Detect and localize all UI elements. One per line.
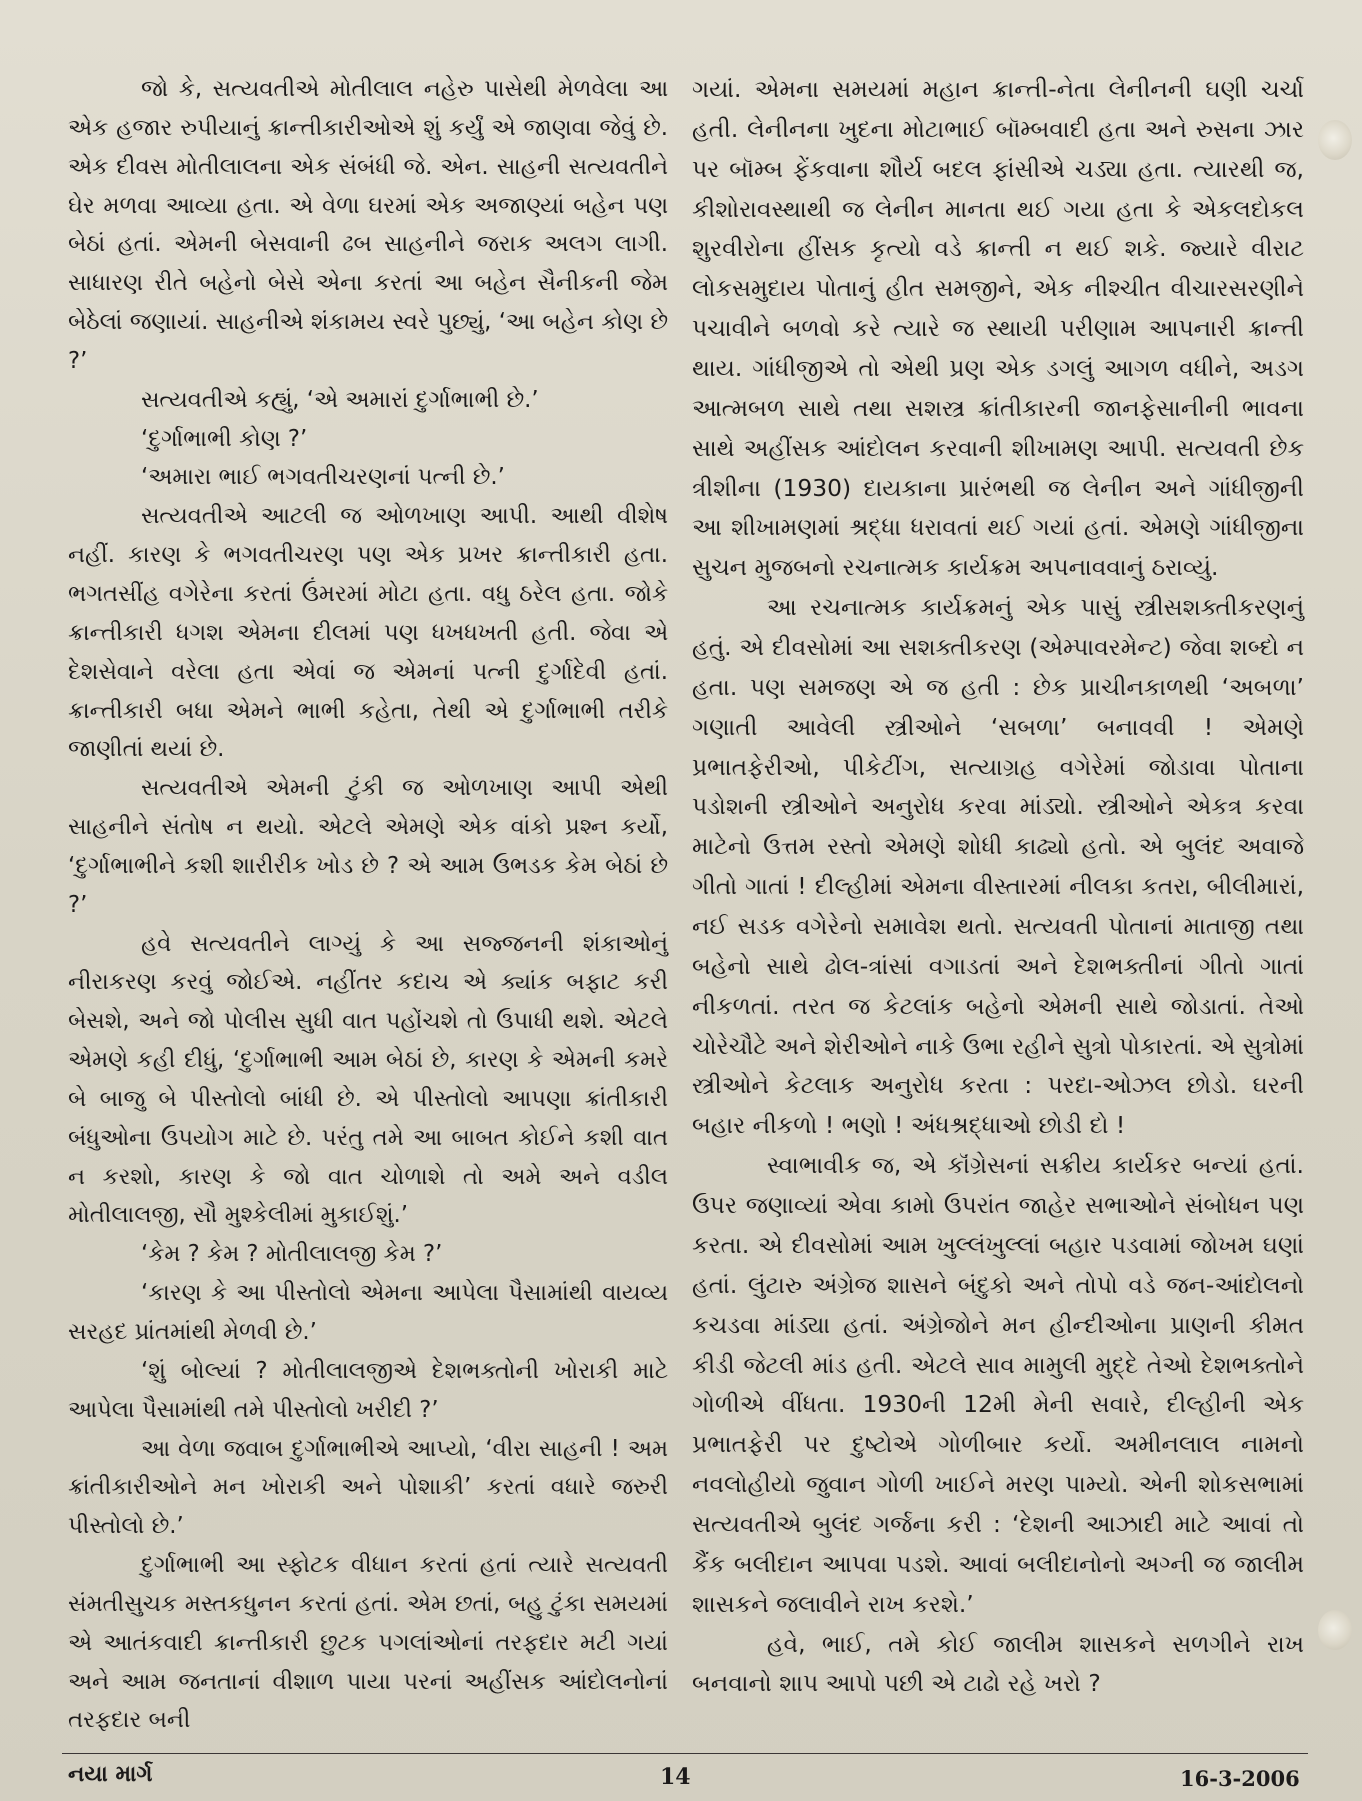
paragraph: દુર્ગાભાભી આ સ્ફોટક વીધાન કરતાં હતાં ત્યારે સત્યવતી સંમતીસુચક મસ્તકધુનન કરતાં હતાં. એમ છતાં, બહુ ટુંકા સમયમાં એ આતંકવાદી ક્રાન્તીકારી છુટક પગલાંઓનાં તરફદાર મટી ગયાં અને આમ જનતાનાં વીશાળ પાયા પરનાં અહીંસક આંદોલનોનાં તરફદાર બની: [68, 1552, 668, 1734]
paragraph: ‘અમારા ભાઈ ભગવતીચરણનાં પત્ની છે.’: [140, 464, 505, 491]
paragraph: આ રચનાત્મક કાર્યક્રમનું એક પાસું સ્ત્રીસશક્તીકરણનું હતું. એ દીવસોમાં આ સશક્તીકરણ (એમ્પાવરમેન્ટ) જેવા શબ્દો ન હતા. પણ સમજણ એ જ હતી : છેક પ્રાચીનકાળથી ‘અબળા’ ગણાતી આવેલી સ્ત્રીઓને ‘સબળા’ બનાવવી ! એમણે પ્રભાતફેરીઓ, પીકેટીંગ, સત્યાગ્રહ વગેરેમાં જોડાવા પોતાના પડોશની સ્ત્રીઓને અનુરોધ કરવા માંડ્યો. સ્ત્રીઓને એકત્ર કરવા માટેનો ઉત્તમ રસ્તો એમણે શોધી કાઢ્યો હતો. એ બુલંદ અવાજે ગીતો ગાતાં ! દીલ્હીમાં એમના વીસ્તારમાં નીલકા કતરા, બીલીમારાં, નઈ સડક વગેરેનો સમાવેશ થતો. સત્યવતી પોતાનાં માતાજી તથા બહેનો સાથે ઢોલ-ત્રાંસાં વગાડતાં અને દેશભક્તીનાં ગીતો ગાતાં નીકળતાં. તરત જ કેટલાંક બહેનો એમની સાથે જોડાતાં. તેઓ ચોરેચૌટે અને શેરીઓને નાકે ઉભા રહીને સુત્રો પોકારતાં. એ સુત્રોમાં સ્ત્રીઓને કેટલાક અનુરોધ કરતા : પરદા-ઓઝલ છોડો. ઘરની બહાર નીકળો ! ભણો ! અંધશ્રદ્ધાઓ છોડી દો !: [692, 593, 1304, 1140]
paragraph: ‘કેમ ? કેમ ? મોતીલાલજી કેમ ?’: [140, 1241, 443, 1268]
paragraph: ગયાં. એમના સમયમાં મહાન ક્રાન્તી-નેતા લેનીનની ઘણી ચર્ચા હતી. લેનીનના ખુદના મોટાભાઈ બૉમ્બવાદી હતા અને રુસના ઝાર પર બૉમ્બ ફેંકવાના શૌર્ય બદલ ફાંસીએ ચડ્યા હતા. ત્યારથી જ, કીશોરાવસ્થાથી જ લેનીન માનતા થઈ ગયા હતા કે એકલદોકલ શુરવીરોના હીંસક કૃત્યો વડે ક્રાન્તી ન થઈ શકે. જ્યારે વીરાટ લોકસમુદાય પોતાનું હીત સમજીને, એક નીશ્ચીત વીચારસરણીને પચાવીને બળવો કરે ત્યારે જ સ્થાયી પરીણામ આપનારી ક્રાન્તી થાય. ગાંધીજીએ તો એથી પ્રણ એક ડગલું આગળ વધીને, અડગ આત્મબળ સાથે તથા સશસ્ત્ર ક્રાંતીકારની જાનફેસાનીની ભાવના સાથે અહીંસક આંદોલન કરવાની શીખામણ આપી. સત્યવતી છેક ત્રીશીના (1930) દાયકાના પ્રારંભથી જ લેનીન અને ગાંધીજીની આ શીખામણમાં શ્રદ્ધા ધરાવતાં થઈ ગયાં હતાં. એમણે ગાંધીજીના સુચન મુજબનો રચનાત્મક કાર્યક્રમ અપનાવવાનું ઠરાવ્યું.: [692, 75, 1304, 582]
paragraph: આ વેળા જવાબ દુર્ગાભાભીએ આપ્યો, ‘વીરા સાહની ! અમ ક્રાંતીકારીઓને મન ખોરાકી અને પોશાકી’ કરતાં વધારે જરુરી પીસ્તોલો છે.’: [68, 1435, 668, 1540]
right-column: [692, 70, 1304, 1704]
paragraph: સત્યવતીએ એમની ટુંકી જ ઓળખાણ આપી એથી સાહનીને સંતોષ ન થયો. એટલે એમણે એક વાંકો પ્રશ્ન કર્યો, ‘દુર્ગાભાભીને કશી શારીરીક ખોડ છે ? એ આમ ઉભડક કેમ બેઠાં છે ?’: [68, 775, 668, 918]
footer-rule: [62, 1753, 1308, 1754]
paragraph: ‘દુર્ગાભાભી કોણ ?’: [140, 425, 308, 452]
punch-hole-top: [1318, 120, 1352, 160]
paragraph: સત્યવતીએ આટલી જ ઓળખાણ આપી. આથી વીશેષ નહીં. કારણ કે ભગવતીચરણ પણ એક પ્રખર ક્રાન્તીકારી હતા. ભગતસીંહ વગેરેના કરતાં ઉંમરમાં મોટા હતા. વધુ ઠરેલ હતા. જોકે ક્રાન્તીકારી ધગશ એમના દીલમાં પણ ધખધખતી હતી. જેવા એ દેશસેવાને વરેલા હતા એવાં જ એમનાં પત્ની દુર્ગાદેવી હતાં. ક્રાન્તીકારી બધા એમને ભાભી કહેતા, તેથી એ દુર્ગાભાભી તરીકે જાણીતાં થયાં છે.: [68, 503, 668, 763]
paragraph: હવે, ભાઈ, તમે કોઈ જાલીમ શાસકને સળગીને રાખ બનવાનો શાપ આપો પછી એ ટાઢો રહે ખરો ?: [692, 1629, 1304, 1698]
paragraph: જો કે, સત્યવતીએ મોતીલાલ નહેરુ પાસેથી મેળવેલા આ એક હજાર રુપીયાનું ક્રાન્તીકારીઓએ શું કર્યું એ જાણવા જેવું છે. એક દીવસ મોતીલાલના એક સંબંધી જે. એન. સાહની સત્યવતીને ઘેર મળવા આવ્યા હતા. એ વેળા ઘરમાં એક અજાણ્યાં બહેન પણ બેઠાં હતાં. એમની બેસવાની ઢબ સાહનીને જરાક અલગ લાગી. સાધારણ રીતે બહેનો બેસે એના કરતાં આ બહેન સૈનીકની જેમ બેઠેલાં જણાયાં. સાહનીએ શંકામય સ્વરે પુછ્યું, ‘આ બહેન કોણ છે ?’: [68, 76, 668, 374]
paragraph: ‘કારણ કે આ પીસ્તોલો એમના આપેલા પૈસામાંથી વાયવ્ય સરહદ પ્રાંતમાંથી મેળવી છે.’: [68, 1280, 668, 1345]
punch-hole-bottom: [1318, 1610, 1352, 1650]
paragraph: સ્વાભાવીક જ, એ કૉંગ્રેસનાં સક્રીય કાર્યકર બન્યાં હતાં. ઉપર જણાવ્યાં એવા કામો ઉપરાંત જાહેર સભાઓને સંબોધન પણ કરતા. એ દીવસોમાં આમ ખુલ્લંખુલ્લાં બહાર પડવામાં જોખમ ઘણાં હતાં. લુંટારુ અંગ્રેજ શાસને બંદુકો અને તોપો વડે જન-આંદોલનો કચડવા માંડ્યા હતાં. અંગ્રેજોને મન હીન્દીઓના પ્રાણની કીમત કીડી જેટલી માંડ હતી. એટલે સાવ મામુલી મુદ્દે તેઓ દેશભક્તોને ગોળીએ વીંધતા. 1930ની 12મી મેની સવારે, દીલ્હીની એક પ્રભાતફેરી પર દુષ્ટોએ ગોળીબાર કર્યો. અમીનલાલ નામનો નવલોહીયો જુવાન ગોળી ખાઈને મરણ પામ્યો. એની શોકસભામાં સત્યવતીએ બુલંદ ગર્જના કરી : ‘દેશની આઝાદી માટે આવાં તો કૈંક બલીદાન આપવા પડશે. આવાં બલીદાનોનો અગ્ની જ જાલીમ શાસકને જલાવીને રાખ કરશે.’: [692, 1151, 1304, 1618]
paragraph: હવે સત્યવતીને લાગ્યું કે આ સજ્જનની શંકાઓનું નીરાકરણ કરવું જોઈએ. નહીંતર કદાચ એ ક્યાંક બફાટ કરી બેસશે, અને જો પોલીસ સુધી વાત પહોંચશે તો ઉપાધી થશે. એટલે એમણે કહી દીધું, ‘દુર્ગાભાભી આમ બેઠાં છે, કારણ કે એમની કમરે બે બાજુ બે પીસ્તોલો બાંધી છે. એ પીસ્તોલો આપણા ક્રાંતીકારી બંધુઓના ઉપયોગ માટે છે. પરંતુ તમે આ બાબત કોઈને કશી વાત ન કરશો, કારણ કે જો વાત ચોળાશે તો અમે અને વડીલ મોતીલાલજી, સૌ મુશ્કેલીમાં મુકાઈશું.’: [68, 930, 668, 1229]
page-number: 14: [660, 1764, 691, 1790]
paragraph: ‘શું બોલ્યાં ? મોતીલાલજીએ દેશભક્તોની ખોરાકી માટે આપેલા પૈસામાંથી તમે પીસ્તોલો ખરીદી ?’: [68, 1357, 668, 1423]
issue-date: 16-3-2006: [1180, 1766, 1300, 1791]
left-column: [68, 70, 668, 1740]
paragraph: સત્યવતીએ કહ્યું, ‘એ અમારાં દુર્ગાભાભી છે.’: [140, 386, 539, 413]
publication-name: નયા માર્ગ: [68, 1762, 153, 1787]
